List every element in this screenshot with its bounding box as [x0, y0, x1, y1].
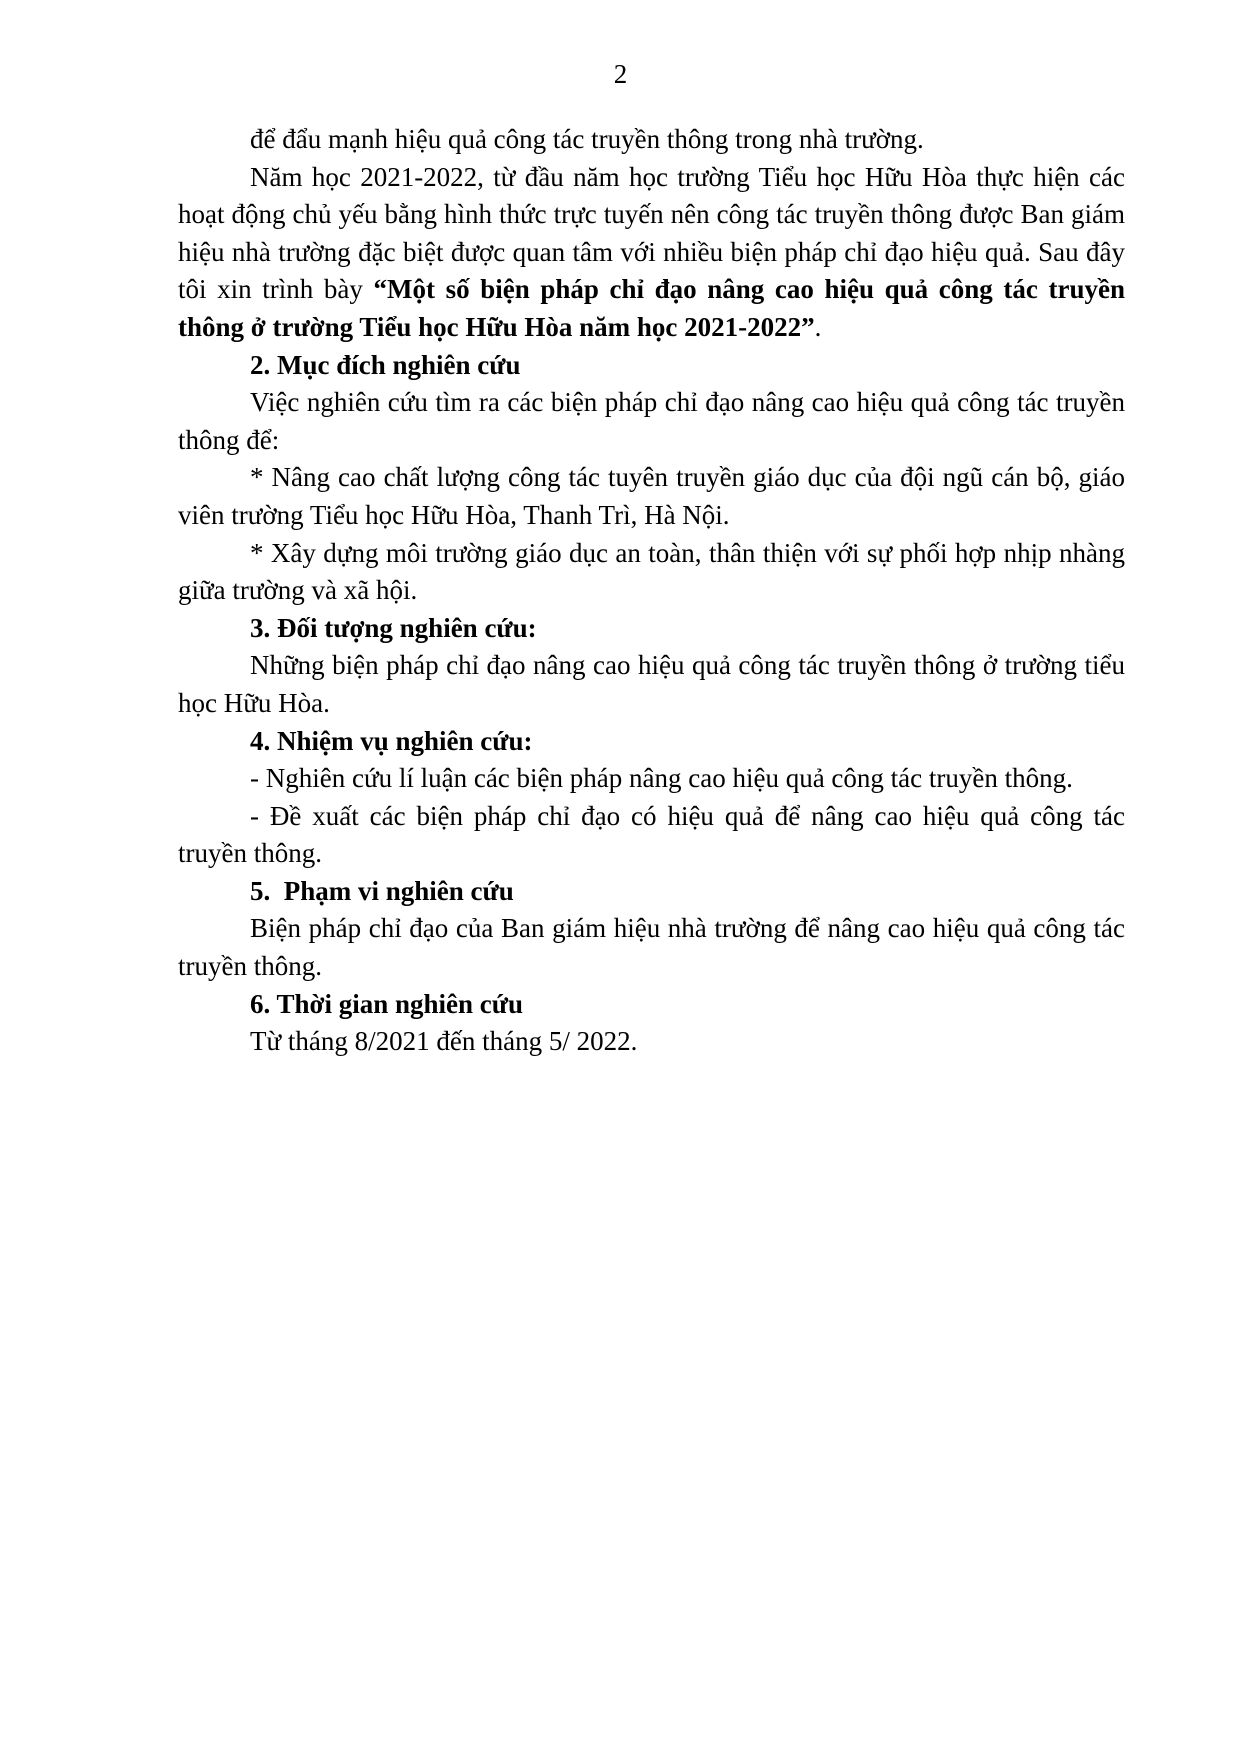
section-heading-scope: 5. Phạm vi nghiên cứu: [250, 875, 514, 906]
subject-paragraph: Những biện pháp chỉ đạo nâng cao hiệu quả công tác truyền thông ở trường tiểu học Hữu Hòa.: [178, 650, 1125, 718]
paragraph-continuation: để đẩu mạnh hiệu quả công tác truyền thông trong nhà trường.: [250, 124, 924, 154]
task-item-2: - Đề xuất các biện pháp chỉ đạo có hiệu quả để nâng cao hiệu quả công tác truyền thông.: [178, 800, 1125, 869]
time-paragraph: Từ tháng 8/2021 đến tháng 5/ 2022.: [250, 1026, 638, 1057]
study-title: “Một số biện pháp chỉ đạo nâng cao hiệu quả công tác truyền thông ở trường Tiểu học Hữu Hòa năm học 2021-2022”: [178, 274, 1125, 342]
scope-paragraph: Biện pháp chỉ đạo của Ban giám hiệu nhà trường để nâng cao hiệu quả công tác truyền thông.: [178, 913, 1125, 982]
section-heading-subject: 3. Đối tượng nghiên cứu:: [250, 612, 537, 643]
paragraph-intro: [178, 159, 1125, 347]
purpose-paragraph: Việc nghiên cứu tìm ra các biện pháp chỉ đạo nâng cao hiệu quả công tác truyền thông để:: [178, 387, 1125, 455]
document-body: [178, 121, 1125, 1061]
intro-end: .: [814, 311, 822, 342]
section-heading-purpose: 2. Mục đích nghiên cứu: [250, 349, 521, 380]
section-heading-time: 6. Thời gian nghiên cứu: [250, 988, 523, 1019]
task-item-1: - Nghiên cứu lí luận các biện pháp nâng cao hiệu quả công tác truyền thông.: [250, 763, 1073, 794]
purpose-bullet-1: * Nâng cao chất lượng công tác tuyên truyền giáo dục của đội ngũ cán bộ, giáo viên trường Tiểu học Hữu Hòa, Thanh Trì, Hà Nội.: [178, 462, 1125, 530]
purpose-bullet-2: * Xây dựng môi trường giáo dục an toàn, thân thiện với sự phối hợp nhịp nhàng giữa trường và xã hội.: [178, 537, 1125, 606]
intro-text: Năm học 2021-2022, từ đầu năm học trường Tiểu học Hữu Hòa thực hiện các hoạt động chủ yếu bằng hình thức trực tuyến nên công tác truyền thông được Ban giám hiệu nhà trường đặc biệt được quan tâm với nhiều biện pháp chỉ đạo hiệu quả. Sau đây tôi xin trình bày: [178, 161, 1125, 305]
page-number: 2: [613, 59, 628, 89]
section-heading-tasks: 4. Nhiệm vụ nghiên cứu:: [250, 725, 533, 756]
